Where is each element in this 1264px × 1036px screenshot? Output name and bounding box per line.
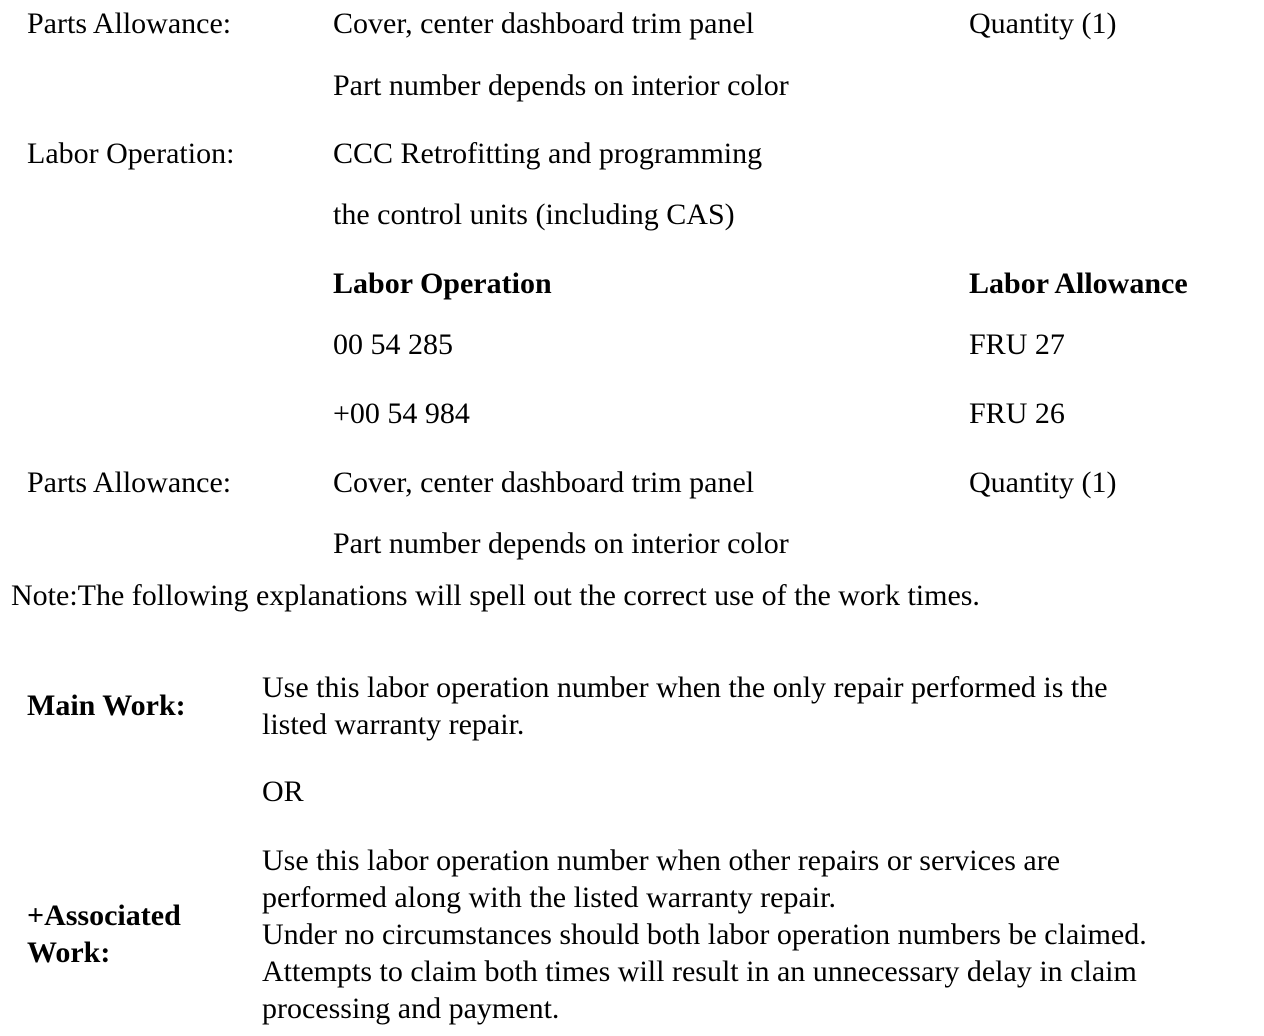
associated-work-text-line: Under no circumstances should both labor operation numbers be claimed.	[262, 918, 1147, 951]
labor-table-header-operation: Labor Operation	[333, 267, 552, 300]
main-work-text-line: Use this labor operation number when the only repair performed is the	[262, 671, 1108, 704]
explanation-note: Note:The following explanations will spell out the correct use of the work times.	[11, 579, 980, 612]
associated-work-text-line: Use this labor operation number when other repairs or services are	[262, 844, 1061, 877]
associated-work-label-line: +Associated	[27, 899, 181, 932]
associated-work-text-line: performed along with the listed warranty repair.	[262, 881, 836, 914]
associated-work-label-line: Work:	[27, 936, 111, 969]
parts-item-1: Cover, center dashboard trim panel	[333, 7, 755, 40]
parts-quantity-1: Quantity (1)	[969, 7, 1117, 40]
labor-description-line1: CCC Retrofitting and programming	[333, 137, 763, 170]
labor-table-row-allowance: FRU 27	[969, 328, 1065, 361]
parts-allowance-label-2: Parts Allowance:	[27, 466, 232, 499]
parts-note-1: Part number depends on interior color	[333, 69, 789, 102]
labor-table-row-operation: 00 54 285	[333, 328, 453, 361]
main-work-text-line: listed warranty repair.	[262, 708, 525, 741]
labor-table-row-operation: +00 54 984	[333, 397, 470, 430]
associated-work-text	[262, 842, 1147, 1027]
labor-description-line2: the control units (including CAS)	[333, 198, 735, 231]
main-work-text	[262, 669, 1108, 743]
associated-work-text-line: processing and payment.	[262, 992, 560, 1025]
parts-allowance-label-1: Parts Allowance:	[27, 7, 232, 40]
associated-work-label	[27, 897, 181, 971]
labor-table-row-allowance: FRU 26	[969, 397, 1065, 430]
or-separator: OR	[262, 775, 304, 808]
parts-quantity-2: Quantity (1)	[969, 466, 1117, 499]
associated-work-text-line: Attempts to claim both times will result in an unnecessary delay in claim	[262, 955, 1137, 988]
labor-table-header-allowance: Labor Allowance	[969, 267, 1188, 300]
labor-operation-label: Labor Operation:	[27, 137, 235, 170]
parts-item-2: Cover, center dashboard trim panel	[333, 466, 755, 499]
main-work-label: Main Work:	[27, 689, 186, 722]
parts-note-2: Part number depends on interior color	[333, 527, 789, 560]
